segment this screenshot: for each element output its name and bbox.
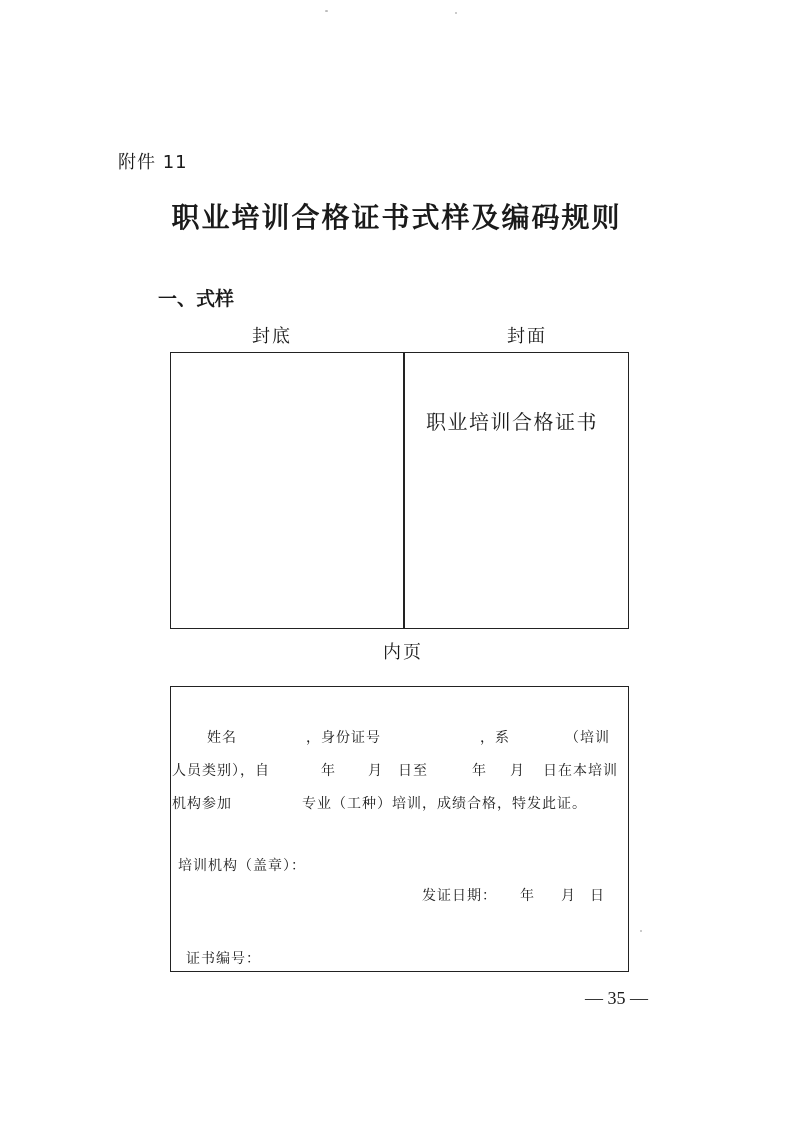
inner-page-label: 内页 — [383, 642, 423, 663]
inner-page-sample-box — [170, 686, 629, 972]
xi-label: ，系 — [480, 730, 510, 746]
seal-label: 培训机构（盖章）： — [178, 858, 306, 874]
name-label: 姓名 — [207, 730, 237, 746]
start-month-text: 月 — [368, 763, 383, 779]
cover-front-label: 封面 — [507, 326, 547, 347]
cover-divider — [403, 353, 405, 628]
category-open-text: （培训 — [565, 730, 610, 746]
end-month-text: 月 — [510, 763, 525, 779]
cover-front-title: 职业培训合格证书 — [426, 410, 598, 434]
scan-speck — [455, 12, 457, 14]
section-heading: 一、式样 — [158, 288, 235, 310]
cover-sample-box — [170, 352, 629, 629]
end-year-text: 年 — [472, 763, 487, 779]
day-at-text: 日在本培训 — [543, 763, 618, 779]
institution-join-text: 机构参加 — [172, 796, 232, 812]
issue-day-text: 日 — [590, 888, 605, 904]
category-close-text: 人员类别），自 — [172, 763, 270, 779]
issue-date-label: 发证日期： — [422, 888, 497, 904]
page-title: 职业培训合格证书式样及编码规则 — [171, 201, 622, 234]
page-number: — 35 — — [585, 988, 648, 1008]
issue-year-text: 年 — [520, 888, 535, 904]
scan-speck — [325, 10, 328, 12]
start-year-text: 年 — [321, 763, 336, 779]
certificate-number-label: 证书编号： — [186, 951, 261, 967]
cover-back-label: 封底 — [252, 326, 292, 347]
issue-month-text: 月 — [561, 888, 576, 904]
day-to-text: 日至 — [398, 763, 428, 779]
attachment-label: 附件 11 — [118, 152, 188, 173]
result-text: 专业（工种）培训，成绩合格，特发此证。 — [302, 796, 587, 812]
id-number-label: ，身份证号 — [306, 730, 381, 746]
scan-speck — [640, 930, 642, 932]
